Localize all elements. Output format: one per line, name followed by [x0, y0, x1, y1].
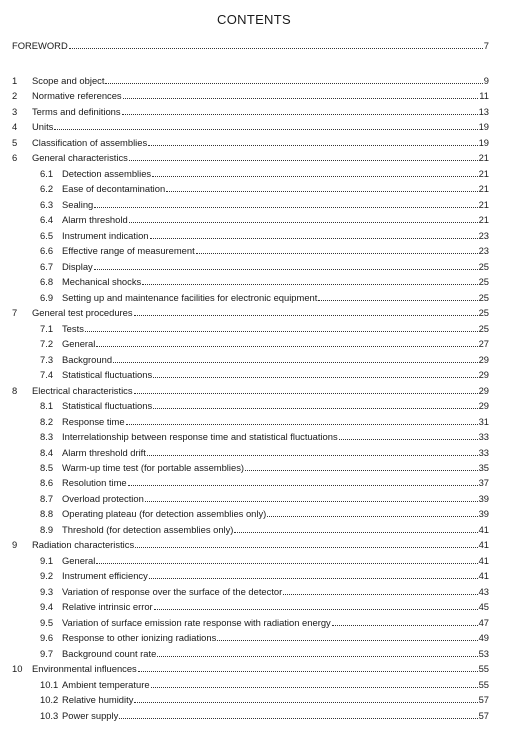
dot-leader: [157, 648, 477, 657]
toc-entry-number: 9.4: [40, 601, 54, 613]
toc-entry-page: 19: [478, 136, 489, 148]
toc-entry-number: 8.5: [40, 462, 54, 473]
toc-entry-label: Alarm threshold drift: [62, 446, 146, 458]
toc-entry-label: Operating plateau (for detection assemblies only): [62, 508, 267, 520]
toc-entry-page: 19: [478, 121, 489, 133]
toc-entry-number: 9.6: [40, 632, 54, 644]
toc-entry-label: Effective range of measurement: [62, 245, 195, 257]
toc-entry-page: 27: [478, 338, 489, 350]
toc-entry[interactable]: [0, 383, 508, 398]
toc-entry-page: 29: [478, 384, 489, 396]
toc-entry-page: 7: [483, 40, 489, 51]
toc-entry[interactable]: [0, 166, 508, 181]
dot-leader: [283, 586, 477, 595]
toc-entry[interactable]: [0, 336, 508, 351]
toc-entry-page: 41: [478, 554, 489, 566]
toc-entry-label: Background: [62, 353, 113, 365]
toc-entry-label: Scope and object: [32, 75, 105, 86]
toc-entry[interactable]: [0, 305, 508, 320]
toc-entry-number: 1: [12, 75, 18, 86]
toc-entry-label: Display: [62, 260, 93, 272]
dot-leader: [154, 601, 478, 610]
dot-leader: [148, 137, 477, 146]
dot-leader: [96, 555, 477, 564]
toc-entry-number: 6.9: [40, 291, 54, 303]
toc-entry[interactable]: [0, 692, 508, 707]
toc-entry[interactable]: [0, 88, 508, 103]
toc-entry-number: 8.8: [40, 508, 54, 520]
dot-leader: [69, 40, 483, 49]
toc-entry-number: 7: [12, 307, 18, 319]
toc-entry-number: 8.7: [40, 492, 54, 504]
toc-entry-page: 55: [478, 678, 489, 690]
toc-entry-label: General: [62, 554, 96, 566]
toc-entry-label: General test procedures: [32, 307, 133, 319]
toc-entry[interactable]: [0, 677, 508, 692]
toc-entry[interactable]: [0, 475, 508, 490]
toc-entry[interactable]: [0, 243, 508, 258]
toc-entry-label: Warm-up time test (for portable assemblies): [62, 462, 244, 473]
dot-leader: [128, 477, 478, 486]
toc-entry[interactable]: [0, 506, 508, 521]
dot-leader: [267, 508, 477, 517]
dot-leader: [145, 493, 478, 502]
toc-entry-foreword[interactable]: [0, 38, 508, 53]
toc-entry-page: 23: [478, 229, 489, 241]
dot-leader: [149, 570, 478, 579]
toc-entry-label: Background count rate: [62, 647, 157, 659]
toc-entry-label: Sealing: [62, 198, 94, 210]
toc-entry-page: 55: [478, 663, 489, 675]
toc-entry-page: 33: [478, 446, 489, 458]
toc-entry-label: Ambient temperature: [62, 678, 150, 690]
toc-entry[interactable]: [0, 119, 508, 134]
toc-entry-label: Statistical fluctuations: [62, 369, 153, 381]
toc-entry-page: 31: [478, 415, 489, 427]
toc-entry-number: 6.2: [40, 183, 54, 195]
dot-leader: [119, 710, 477, 719]
dot-leader: [147, 447, 478, 456]
toc-entry-number: 7.2: [40, 338, 54, 350]
dot-leader: [153, 400, 477, 409]
toc-entry-label: Threshold (for detection assemblies only): [62, 523, 234, 535]
dot-leader: [122, 106, 478, 115]
toc-entry-number: 7.3: [40, 353, 54, 365]
toc-entry-page: 25: [478, 307, 489, 319]
dot-leader: [339, 431, 478, 440]
toc-entry-page: 49: [478, 632, 489, 644]
toc-entry-label: Mechanical shocks: [62, 276, 142, 288]
toc-entry-page: 21: [478, 152, 489, 164]
toc-entry-label: FOREWORD: [12, 40, 68, 51]
toc-entry-label: Instrument efficiency: [62, 570, 148, 582]
toc-entry[interactable]: [0, 274, 508, 289]
toc-entry[interactable]: [0, 661, 508, 676]
dot-leader: [150, 230, 478, 239]
toc-entry-page: 57: [478, 709, 489, 721]
dot-leader: [234, 524, 477, 533]
toc-entry-number: 9.2: [40, 570, 54, 582]
toc-entry-page: 53: [478, 647, 489, 659]
toc-entry-page: 39: [478, 508, 489, 520]
dot-leader: [134, 694, 477, 703]
toc-entry-page: 29: [478, 369, 489, 381]
toc-entry[interactable]: [0, 398, 508, 413]
toc-entry[interactable]: [0, 646, 508, 661]
toc-entry-page: 25: [478, 291, 489, 303]
toc-entry[interactable]: [0, 630, 508, 645]
toc-entry-label: General characteristics: [32, 152, 128, 164]
dot-leader: [332, 617, 478, 626]
dot-leader: [245, 462, 478, 471]
toc-entry[interactable]: [0, 321, 508, 336]
toc-entry-number: 5: [12, 136, 18, 148]
toc-entry-number: 6.3: [40, 198, 54, 210]
dot-leader: [196, 245, 478, 254]
toc-entry-number: 9: [12, 539, 18, 551]
dot-leader: [105, 75, 482, 84]
dot-leader: [129, 214, 478, 223]
toc-entry-label: Relative humidity: [62, 694, 134, 706]
toc-entry-number: 10.1: [40, 678, 59, 690]
dot-leader: [96, 338, 477, 347]
toc-entry-number: 6: [12, 152, 18, 164]
dot-leader: [152, 168, 477, 177]
toc-entry[interactable]: [0, 445, 508, 460]
toc-entry-number: 8.6: [40, 477, 54, 489]
toc-entry-page: 29: [478, 353, 489, 365]
dot-leader: [123, 90, 479, 99]
toc-entry-page: 35: [478, 462, 489, 473]
toc-entry-number: 8.9: [40, 523, 54, 535]
toc-entry-number: 9.3: [40, 585, 54, 597]
toc-entry-label: Power supply: [62, 709, 119, 721]
toc-entry-page: 39: [478, 492, 489, 504]
toc-entry-number: 8: [12, 384, 18, 396]
toc-entry[interactable]: [0, 212, 508, 227]
toc-entry-number: 9.1: [40, 554, 54, 566]
toc-entry-label: Overload protection: [62, 492, 144, 504]
toc-entry-label: Variation of surface emission rate response with radiation energy: [62, 616, 331, 628]
toc-entry[interactable]: [0, 181, 508, 196]
toc-entry-page: 33: [478, 431, 489, 443]
toc-entry[interactable]: [0, 73, 508, 88]
toc-entry-number: 4: [12, 121, 18, 133]
toc-entry-number: 6.4: [40, 214, 54, 226]
dot-leader: [217, 632, 477, 641]
toc-entry-page: 43: [478, 585, 489, 597]
toc-entry-page: 45: [478, 601, 489, 613]
toc-entry-page: 25: [478, 322, 489, 334]
toc-entry-page: 25: [478, 276, 489, 288]
dot-leader: [138, 663, 478, 672]
toc-entry-page: 13: [478, 105, 489, 117]
toc-entry-label: Normative references: [32, 90, 122, 102]
toc-entry-label: Setting up and maintenance facilities for electronic equipment: [62, 291, 318, 303]
toc-entry-page: 57: [478, 694, 489, 706]
toc-entry-label: General: [62, 338, 96, 350]
toc-entry-page: 21: [478, 214, 489, 226]
toc-entry-page: 25: [478, 260, 489, 272]
toc-entry-page: 23: [478, 245, 489, 257]
dot-leader: [153, 369, 477, 378]
toc-entry-label: Interrelationship between response time and statistical fluctuations: [62, 431, 338, 443]
dot-leader: [135, 539, 477, 548]
toc-entry-label: Variation of response over the surface of the detector: [62, 585, 283, 597]
toc-entry[interactable]: [0, 290, 508, 305]
dot-leader: [129, 152, 478, 161]
dot-leader: [113, 354, 478, 363]
toc-entry[interactable]: [0, 568, 508, 583]
toc-entry-label: Ease of decontamination: [62, 183, 166, 195]
dot-leader: [94, 199, 477, 208]
toc-entry-number: 6.6: [40, 245, 54, 257]
toc-entry-label: Electrical characteristics: [32, 384, 133, 396]
toc-entry[interactable]: [0, 522, 508, 537]
toc-entry-number: 8.4: [40, 446, 54, 458]
toc-entry-page: 21: [478, 198, 489, 210]
toc-entry[interactable]: [0, 197, 508, 212]
toc-entry-number: 10: [12, 663, 23, 675]
toc-entry[interactable]: [0, 104, 508, 119]
toc-entry[interactable]: [0, 429, 508, 444]
toc-entry-number: 6.7: [40, 260, 54, 272]
toc-entry[interactable]: [0, 615, 508, 630]
toc-entry-label: Units: [32, 121, 54, 133]
toc-entry-label: Relative intrinsic error: [62, 601, 153, 613]
toc-entry-page: 21: [478, 167, 489, 179]
dot-leader: [134, 307, 478, 316]
toc-entry[interactable]: [0, 367, 508, 382]
toc-entry-page: 41: [478, 523, 489, 535]
dot-leader: [142, 276, 477, 285]
toc-entry-page: 11: [479, 90, 489, 102]
toc-entry-page: 47: [478, 616, 489, 628]
toc-entry-number: 10.2: [40, 694, 59, 706]
toc-entry[interactable]: [0, 537, 508, 552]
toc-entry-number: 8.2: [40, 415, 54, 427]
toc-entry[interactable]: [0, 599, 508, 614]
toc-entry[interactable]: [0, 259, 508, 274]
toc-entry[interactable]: [0, 228, 508, 243]
dot-leader: [54, 121, 477, 130]
toc-entry-number: 6.8: [40, 276, 54, 288]
toc-entry-number: 9.7: [40, 647, 54, 659]
toc-entry[interactable]: [0, 414, 508, 429]
toc-entry[interactable]: [0, 491, 508, 506]
toc-entry-page: 41: [478, 539, 489, 551]
toc-entry-number: 6.5: [40, 229, 54, 241]
toc-entry-label: Statistical fluctuations: [62, 400, 153, 412]
toc-entry-label: Alarm threshold: [62, 214, 128, 226]
toc-entry-page: 29: [478, 400, 489, 412]
toc-entry-label: Detection assemblies: [62, 167, 152, 179]
toc-entry-number: 10.3: [40, 709, 59, 721]
dot-leader: [151, 679, 478, 688]
dot-leader: [318, 292, 477, 301]
toc-entry-page: 9: [483, 75, 489, 86]
toc-entry[interactable]: [0, 553, 508, 568]
toc-entry-page: 21: [478, 183, 489, 195]
page-title: CONTENTS: [217, 12, 291, 27]
toc-entry-label: Tests: [62, 322, 84, 334]
dot-leader: [94, 261, 478, 270]
toc-entry[interactable]: [0, 352, 508, 367]
dot-leader: [166, 183, 477, 192]
toc-entry[interactable]: [0, 584, 508, 599]
toc-entry-label: Response to other ionizing radiations: [62, 632, 217, 644]
toc-entry-label: Instrument indication: [62, 229, 149, 241]
dot-leader: [134, 385, 478, 394]
toc-entry-number: 7.4: [40, 369, 54, 381]
toc-entry-page: 41: [478, 570, 489, 582]
toc-entry[interactable]: [0, 150, 508, 165]
toc-entry[interactable]: [0, 135, 508, 150]
toc-entry[interactable]: [0, 460, 508, 475]
toc-entry-label: Radiation characteristics: [32, 539, 135, 551]
toc-entry-page: 37: [478, 477, 489, 489]
toc-entry-number: 9.5: [40, 616, 54, 628]
toc-entry-number: 7.1: [40, 322, 54, 334]
dot-leader: [126, 416, 478, 425]
dot-leader: [85, 323, 478, 332]
toc-entry-label: Classification of assemblies: [32, 136, 148, 148]
toc-entry-number: 3: [12, 105, 18, 117]
toc-entry-number: 2: [12, 90, 18, 102]
toc-entry-label: Response time: [62, 415, 125, 427]
toc-entry-number: 8.1: [40, 400, 54, 412]
toc-entry-label: Terms and definitions: [32, 105, 121, 117]
toc-entry[interactable]: [0, 708, 508, 723]
toc-entry-number: 8.3: [40, 431, 54, 443]
toc-entry-label: Resolution time: [62, 477, 127, 489]
toc-entry-number: 6.1: [40, 167, 54, 179]
toc-entry-label: Environmental influences: [32, 663, 137, 675]
